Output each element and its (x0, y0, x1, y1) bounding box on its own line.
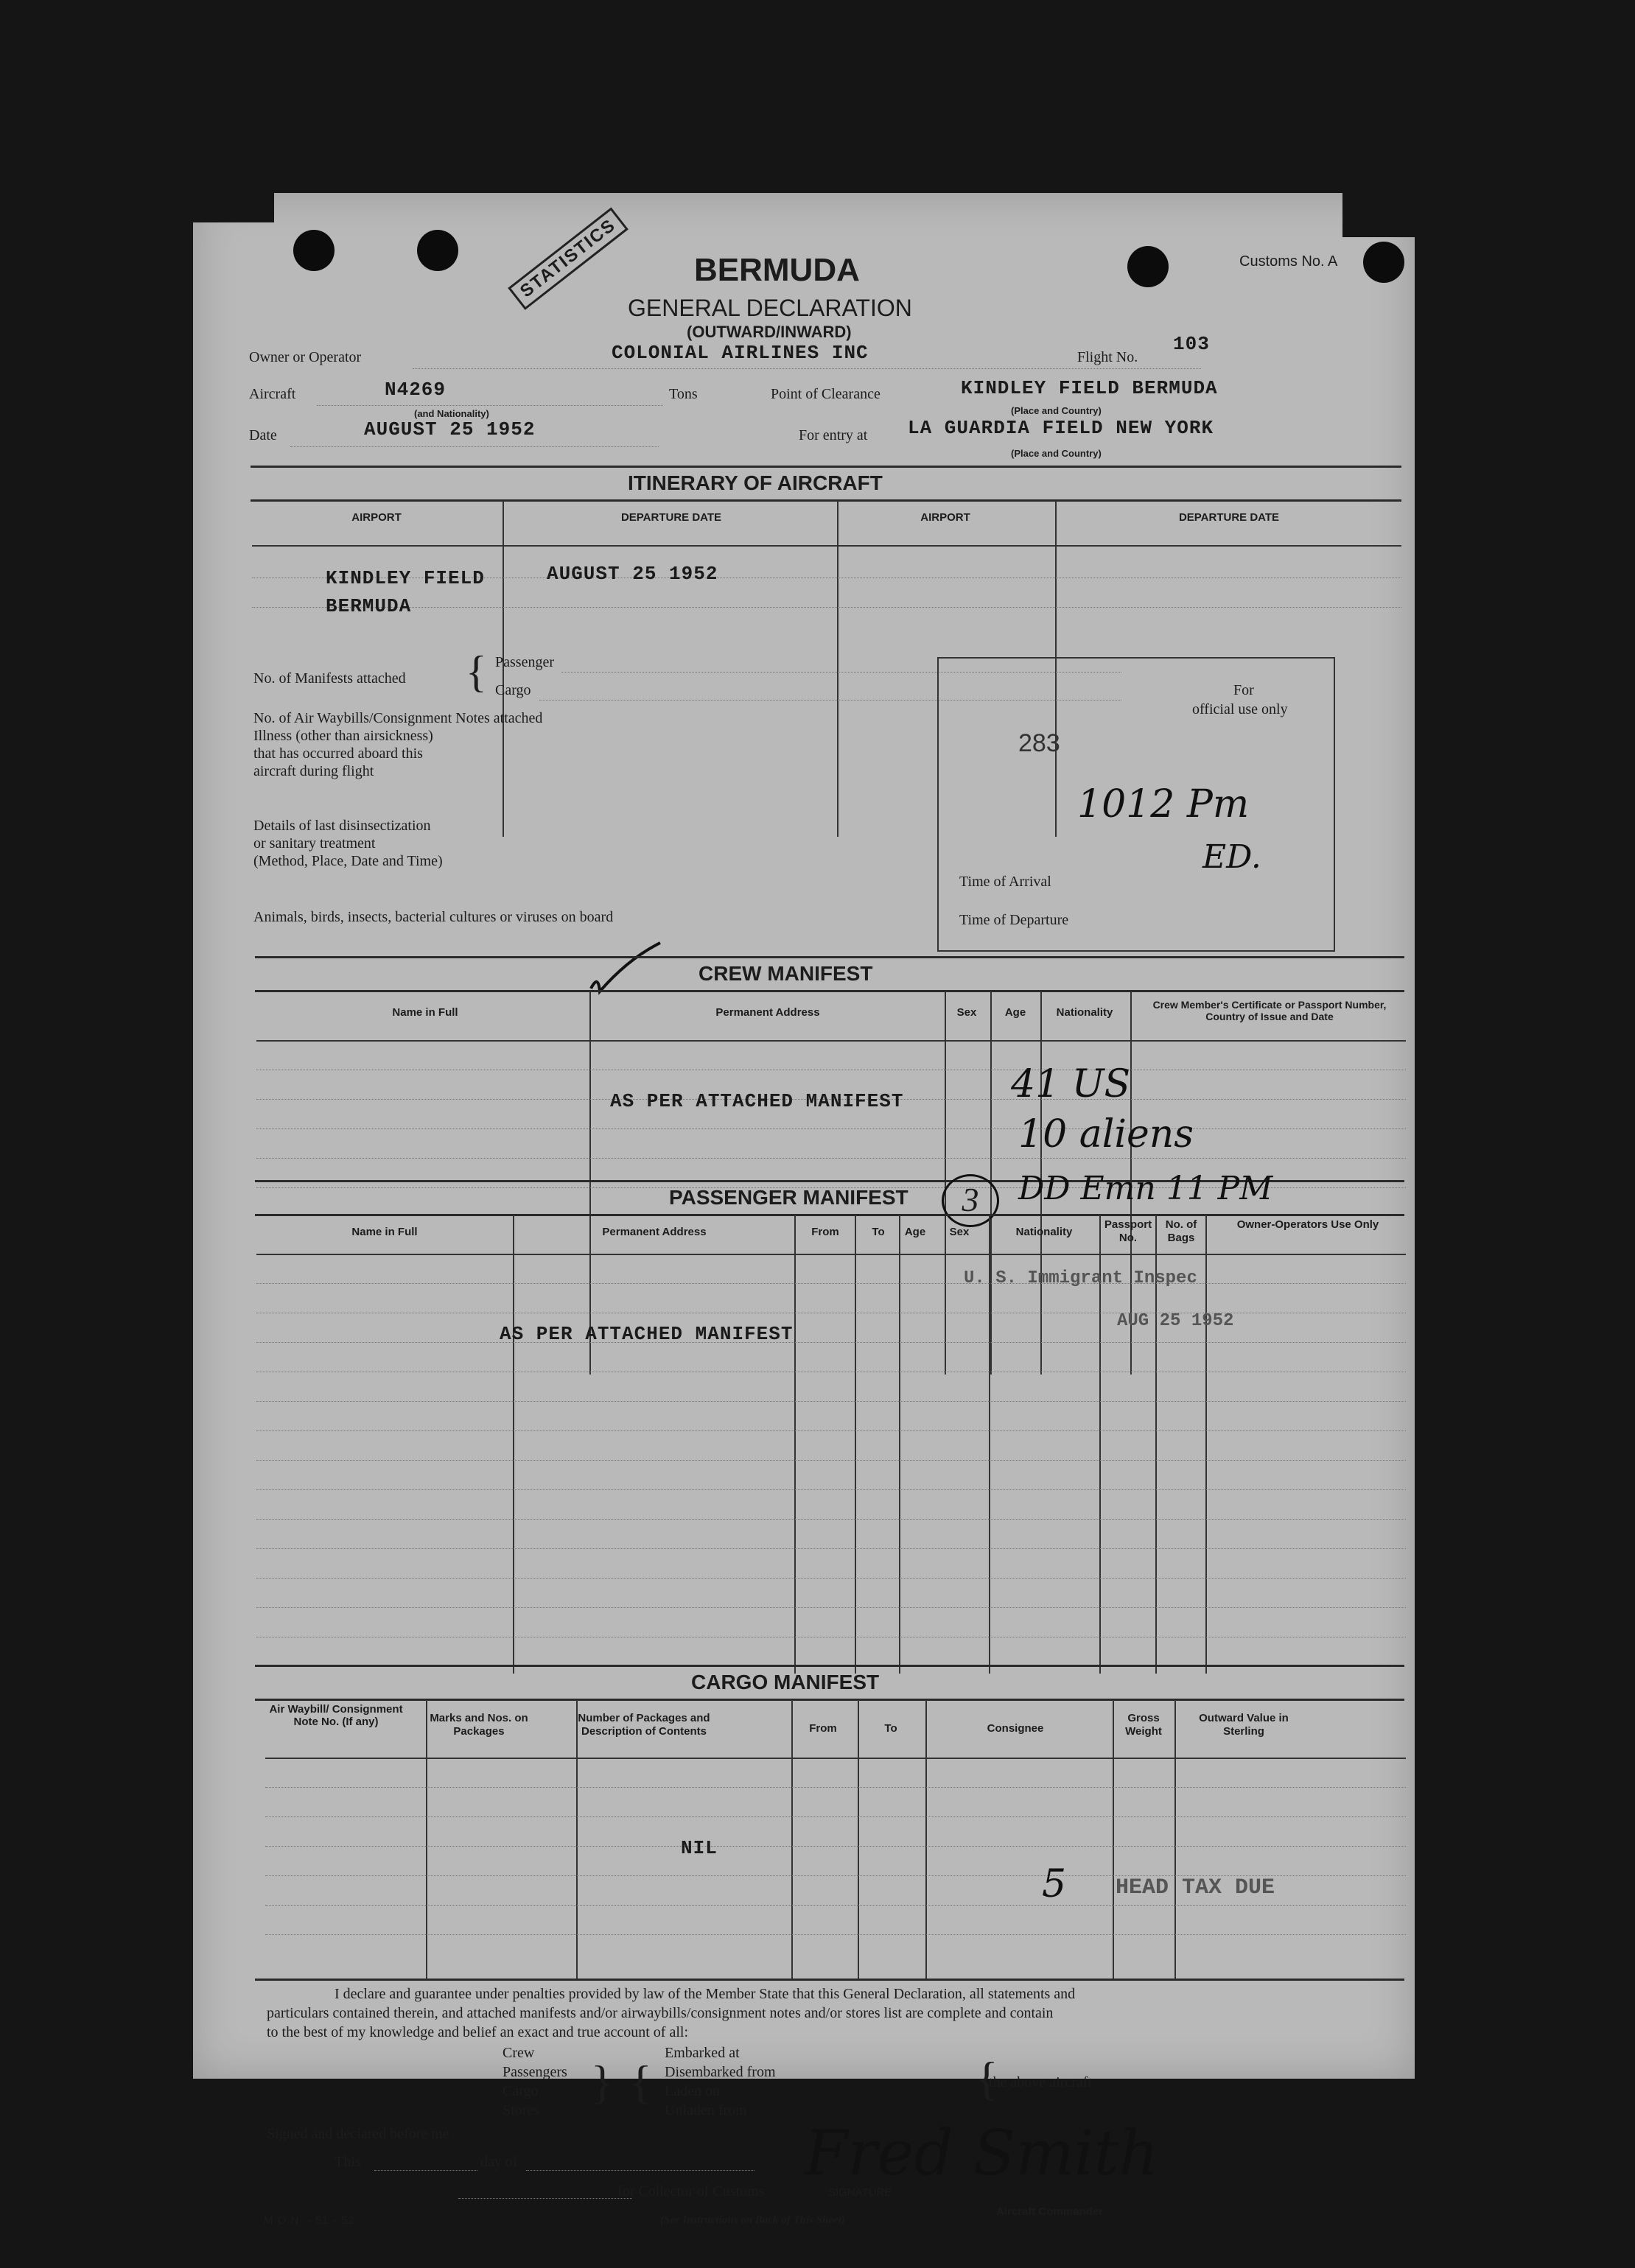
col-rule (589, 991, 591, 1375)
decl-left-2: Cargo (503, 2083, 539, 2099)
ruled-line (265, 1846, 1406, 1847)
place-country-1: (Place and Country) (1011, 405, 1102, 416)
crew-col-certificate: Crew Member's Certificate or Passport Number, Country of Issue and Date (1152, 999, 1387, 1022)
arrival-handwritten: 1012 Pm (1077, 782, 1250, 826)
pax-col-sex: Sex (949, 1226, 970, 1238)
day-label: day of (480, 2154, 518, 2170)
ruled-line (265, 1934, 1406, 1935)
punch-hole-3 (1127, 246, 1169, 287)
date-line (290, 446, 659, 447)
cargo-title: CARGO MANIFEST (691, 1671, 880, 1693)
brace-right: } (591, 2056, 614, 2108)
form-subtitle: (OUTWARD/INWARD) (687, 323, 852, 341)
torn-corner-right (1342, 193, 1415, 237)
pax-col-to: To (872, 1226, 885, 1238)
official-label-2: official use only (1192, 701, 1288, 717)
decl-right-3: Unladen from (665, 2102, 747, 2118)
clearance-value: KINDLEY FIELD BERMUDA (961, 377, 1218, 399)
initials-handwritten: ED. (1202, 838, 1261, 876)
punch-hole-1 (293, 230, 335, 271)
waybills-label: No. of Air Waybills/Consignment Notes attached (253, 710, 543, 726)
aircraft-line (317, 405, 663, 406)
crew-col-sex: Sex (956, 1006, 977, 1019)
crew-title: CREW MANIFEST (699, 962, 873, 985)
official-number: 283 (1018, 729, 1060, 757)
itinerary-title: ITINERARY OF AIRCRAFT (628, 471, 883, 494)
day-line (526, 2170, 755, 2171)
customs-number: Customs No. A (1239, 253, 1338, 270)
circled-number: 3 (942, 1174, 999, 1227)
collector-label: for Collector of Customs (617, 2183, 765, 2199)
decl-left-0: Crew (503, 2045, 535, 2061)
manifests-label: No. of Manifests attached (253, 670, 406, 687)
col-rule (899, 1215, 900, 1674)
illness-line-3: aircraft during flight (253, 763, 374, 779)
check-mark-icon (584, 937, 665, 996)
ruled-line (256, 1158, 1406, 1159)
passenger-body: AS PER ATTACHED MANIFEST (500, 1323, 794, 1345)
ruled-line (256, 1283, 1406, 1284)
col-rule (513, 1215, 514, 1674)
itin-col-date-1: DEPARTURE DATE (620, 511, 722, 524)
passenger-title: PASSENGER MANIFEST (669, 1186, 908, 1209)
disinfect-line-3: (Method, Place, Date and Time) (253, 853, 443, 869)
col-rule (791, 1700, 793, 1980)
entry-value: LA GUARDIA FIELD NEW YORK (908, 417, 1214, 439)
cargo-col-weight: Gross Weight (1125, 1712, 1162, 1738)
col-rule (945, 991, 946, 1375)
declaration-line-1: I declare and guarantee under penalties provided by law of the Member State that this General Declaration, all statements and (335, 1986, 1076, 2002)
divider (255, 956, 1404, 958)
decl-right-2: Laden on (665, 2083, 720, 2099)
form-title: GENERAL DECLARATION (628, 295, 912, 321)
col-rule (837, 501, 838, 837)
illness-line-2: that has occurred aboard this (253, 745, 423, 762)
pax-col-passport: Passport No. (1104, 1218, 1152, 1244)
aircraft-sub: (and Nationality) (414, 408, 489, 419)
form-code: M.O.N. - 51 - 52 (264, 2214, 355, 2227)
pax-col-from: From (811, 1226, 839, 1238)
declaration-line-2: particulars contained therein, and attached manifests and/or airwaybills/consignment notes and/or stores list are complete and contain (267, 2005, 1054, 2021)
ruled-line (252, 607, 1401, 608)
statistics-stamp: STATISTICS (508, 207, 629, 310)
head-tax-stamp: HEAD TAX DUE (1116, 1875, 1275, 1900)
col-rule (858, 1700, 859, 1980)
decl-left-3: Stores (503, 2102, 539, 2118)
this-line (374, 2170, 477, 2171)
pax-col-nationality: Nationality (1015, 1226, 1073, 1238)
decl-left-1: Passengers (503, 2064, 567, 2080)
this-label: This (335, 2154, 361, 2170)
pax-col-address: Permanent Address (602, 1226, 707, 1238)
signature-label: SIGNATURE (828, 2186, 892, 2199)
place-country-2: (Place and Country) (1011, 448, 1102, 459)
ruled-line (256, 1548, 1406, 1549)
itin-col-date-2: DEPARTURE DATE (1178, 511, 1280, 524)
tons-label: Tons (669, 386, 698, 402)
ruled-line (256, 1401, 1406, 1402)
divider (255, 1214, 1404, 1216)
crew-col-address: Permanent Address (715, 1006, 820, 1019)
declaration-line-3: to the best of my knowledge and belief an exact and true account of all: (267, 2024, 689, 2040)
commander-label: Aircraft Commander (996, 2205, 1104, 2218)
cargo-col-from: From (809, 1722, 837, 1735)
animals-label: Animals, birds, insects, bacterial cultures or viruses on board (253, 909, 614, 925)
pax-col-bags: No. of Bags (1165, 1218, 1197, 1244)
col-rule (1174, 1700, 1176, 1980)
brace-above: { (976, 2052, 998, 2104)
flight-value: 103 (1173, 333, 1210, 355)
col-rule (925, 1700, 927, 1980)
official-label-1: For (1233, 682, 1254, 698)
disinfect-line-1: Details of last disinsectization (253, 818, 431, 834)
cargo-body: NIL (681, 1837, 718, 1859)
disinfect-line-2: or sanitary treatment (253, 835, 376, 852)
col-rule (576, 1700, 578, 1980)
ruled-line (265, 1905, 1406, 1906)
departure-label: Time of Departure (959, 912, 1069, 928)
divider (256, 1040, 1406, 1042)
entry-label: For entry at (799, 427, 868, 443)
country-title: BERMUDA (694, 252, 860, 288)
col-rule (1113, 1700, 1114, 1980)
ruled-line (256, 1342, 1406, 1343)
cargo-handwritten: 5 (1042, 1862, 1067, 1906)
flight-label: Flight No. (1077, 349, 1138, 365)
decl-right-0: Embarked at (665, 2045, 740, 2061)
cargo-label: Cargo (495, 682, 531, 698)
crew-col-age: Age (1004, 1006, 1026, 1019)
date-value: AUGUST 25 1952 (364, 418, 536, 440)
brace: { (466, 647, 487, 696)
passenger-handwritten: DD Emn 11 PM (1018, 1170, 1273, 1207)
ruled-line (256, 1489, 1406, 1490)
aircraft-value: N4269 (385, 379, 447, 401)
divider (255, 1979, 1404, 1981)
itin-airport-1: KINDLEY FIELD (326, 567, 485, 589)
owner-line (413, 368, 1201, 369)
cargo-col-waybill: Air Waybill/ Consignment Note No. (If any) (269, 1703, 403, 1728)
cargo-col-consignee: Consignee (987, 1722, 1044, 1735)
cargo-col-marks: Marks and Nos. on Packages (430, 1712, 528, 1738)
divider (255, 1665, 1404, 1667)
itin-airport-2: BERMUDA (326, 595, 412, 617)
date-label: Date (249, 427, 277, 443)
pax-col-age: Age (904, 1226, 926, 1238)
ruled-line (256, 1607, 1406, 1608)
divider (252, 545, 1401, 547)
cargo-col-value: Outward Value in Sterling (1199, 1712, 1289, 1738)
owner-value: COLONIAL AIRLINES INC (612, 342, 869, 364)
immigration-date-stamp: AUG 25 1952 (1117, 1311, 1234, 1331)
arrival-label: Time of Arrival (959, 874, 1051, 890)
pax-col-owner: Owner-Operators Use Only (1236, 1218, 1379, 1231)
divider (256, 1254, 1406, 1255)
torn-corner-left (193, 193, 274, 222)
crew-col-name: Name in Full (392, 1006, 458, 1019)
crew-col-nationality: Nationality (1056, 1006, 1113, 1019)
ruled-line (256, 1578, 1406, 1579)
col-rule (794, 1215, 796, 1674)
ruled-line (265, 1787, 1406, 1788)
divider (265, 1758, 1406, 1759)
ruled-line (256, 1128, 1406, 1129)
divider (251, 499, 1401, 502)
ruled-line (256, 1460, 1406, 1461)
crew-handwritten-2: 10 aliens (1018, 1112, 1194, 1156)
illness-line-1: Illness (other than airsickness) (253, 728, 433, 744)
passenger-label: Passenger (495, 654, 554, 670)
ruled-line (265, 1816, 1406, 1817)
itin-col-airport-2: AIRPORT (920, 511, 970, 524)
cargo-col-to: To (884, 1722, 897, 1735)
brace-left: { (629, 2056, 652, 2108)
itin-col-airport-1: AIRPORT (351, 511, 402, 524)
aircraft-label: Aircraft (249, 386, 296, 402)
ruled-line (256, 1430, 1406, 1431)
ruled-line (256, 1519, 1406, 1520)
cargo-col-packages: Number of Packages and Description of Contents (578, 1712, 710, 1738)
punch-hole-2 (417, 230, 458, 271)
clearance-label: Point of Clearance (771, 386, 880, 402)
col-rule (855, 1215, 856, 1674)
owner-label: Owner or Operator (249, 349, 362, 365)
crew-handwritten-1: 41 US (1011, 1062, 1131, 1106)
commander-signature: Fred Smith (805, 2117, 1159, 2189)
col-rule (426, 1700, 427, 1980)
signed-label: Signed and declared before me (267, 2126, 449, 2142)
immigration-stamp: U. S. Immigrant Inspec (964, 1268, 1197, 1288)
crew-body: AS PER ATTACHED MANIFEST (610, 1090, 904, 1112)
declaration-form (193, 193, 1415, 2227)
decl-right-1: Disembarked from (665, 2064, 776, 2080)
divider (255, 1699, 1404, 1701)
above-aircraft: the above aircraft (989, 2074, 1092, 2090)
itin-date-1: AUGUST 25 1952 (547, 563, 718, 585)
punch-hole-4 (1363, 242, 1404, 283)
col-rule (1205, 1215, 1207, 1674)
collector-line (458, 2198, 632, 2199)
pax-col-name: Name in Full (351, 1226, 418, 1238)
divider (251, 466, 1401, 468)
instructions-note: (See Instructions on Back of This Sheet) (660, 2214, 845, 2226)
divider (255, 990, 1404, 992)
